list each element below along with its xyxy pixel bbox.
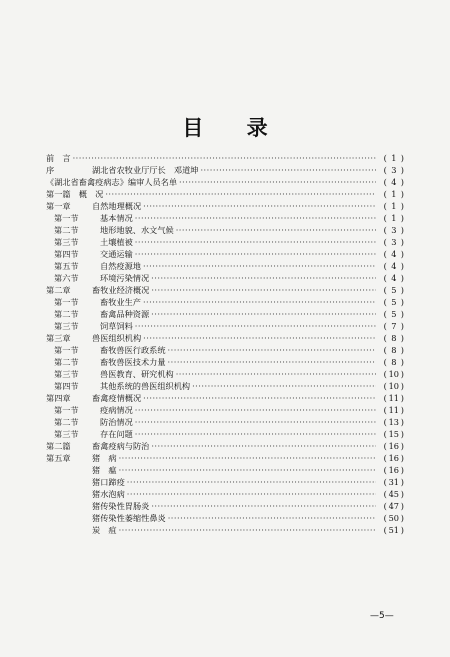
leader-dots [119, 452, 376, 464]
toc-page-ref: ( 8 ) [383, 357, 404, 367]
toc-entry [46, 356, 404, 368]
toc-entry [46, 380, 404, 392]
toc-page-ref: ( 1 ) [383, 189, 404, 199]
toc-page-ref: ( 16 ) [383, 441, 404, 451]
toc-page-ref: ( 11 ) [383, 393, 404, 403]
toc-entry [46, 260, 404, 272]
toc-entry [46, 152, 404, 164]
toc-section-label: 第四节 [54, 249, 79, 259]
leader-dots [73, 152, 376, 164]
toc-chapter-label: 序 [46, 165, 55, 175]
toc-page-number: 50 [388, 513, 399, 523]
toc-page-ref: ( 4 ) [383, 177, 404, 187]
leader-dots [135, 212, 376, 224]
leader-dots [135, 404, 376, 416]
toc-page-ref: ( 5 ) [383, 285, 404, 295]
toc-entry [46, 404, 404, 416]
toc-entry [46, 500, 404, 512]
toc-section-label: 第一节 [54, 213, 79, 223]
toc-entry-title: 畜牧业生产 [100, 297, 141, 307]
leader-dots [127, 488, 376, 500]
toc-page-ref: ( 8 ) [383, 333, 404, 343]
leader-dots [176, 368, 376, 380]
leader-dots [135, 416, 376, 428]
toc-entry-title: 兽医组织机构 [92, 333, 142, 343]
toc-entry-title: 自然疫源地 [100, 261, 141, 271]
page-title: 目 录 [182, 115, 286, 140]
toc-entry [46, 248, 404, 260]
leader-dots [168, 356, 376, 368]
toc-page-number: 11 [388, 405, 399, 415]
toc-entry-title: 猪 病 [92, 453, 117, 463]
leader-dots [143, 260, 376, 272]
toc-entry [46, 176, 404, 188]
toc-entry [46, 440, 404, 452]
toc-entry-title: 兽医教育、研究机构 [100, 369, 174, 379]
toc-section-label: 第一节 [54, 297, 79, 307]
toc-entry [46, 524, 404, 536]
toc-entry [46, 320, 404, 332]
toc-entry [46, 428, 404, 440]
leader-dots [143, 296, 376, 308]
toc-entry-title: 自然地理概况 [92, 201, 142, 211]
toc-entry [46, 188, 404, 200]
toc-entry [46, 308, 404, 320]
leader-dots [151, 500, 376, 512]
toc-entry [46, 332, 404, 344]
toc-page-ref: ( 31 ) [383, 477, 404, 487]
toc-entry [46, 452, 404, 464]
toc-entry [46, 296, 404, 308]
toc-entry [46, 212, 404, 224]
toc-entry-title: 交通运输 [100, 249, 133, 259]
toc-chapter-label: 第四章 [46, 393, 71, 403]
toc-page-number: 15 [388, 429, 399, 439]
toc-page-number: 3 [391, 165, 397, 175]
toc-entry-title: 《湖北省畜禽疫病志》编审人员名单 [46, 177, 178, 187]
toc-page-ref: ( 16 ) [383, 453, 404, 463]
toc-entry-title: 猪口蹄疫 [92, 477, 125, 487]
toc-page-number: 4 [391, 261, 397, 271]
toc-page-number: 3 [391, 237, 397, 247]
leader-dots [135, 248, 376, 260]
toc-section-label: 第一节 [54, 405, 79, 415]
toc-chapter-label: 第二篇 [46, 441, 71, 451]
toc-entry-title: 猪传染性萎缩性鼻炎 [92, 513, 166, 523]
toc-entry-title: 畜禽品种资源 [100, 309, 150, 319]
toc-entry [46, 200, 404, 212]
toc-entry [46, 284, 404, 296]
toc-page-ref: ( 3 ) [383, 225, 404, 235]
toc-entry-title: 防治情况 [100, 417, 133, 427]
toc-entry-title: 疫病情况 [100, 405, 133, 415]
toc-page-ref: ( 10 ) [383, 381, 404, 391]
toc-chapter-label: 第一章 [46, 201, 71, 211]
toc-page-number: 1 [391, 213, 397, 223]
toc-page-ref: ( 11 ) [383, 405, 404, 415]
toc-page-ref: ( 13 ) [383, 417, 404, 427]
toc-chapter-label: 第一篇 概 况 [46, 189, 104, 199]
toc-section-label: 第三节 [54, 429, 79, 439]
leader-dots [127, 476, 376, 488]
toc-section-label: 第五节 [54, 261, 79, 271]
toc-page-ref: ( 45 ) [383, 489, 404, 499]
toc-entry [46, 416, 404, 428]
leader-dots [179, 176, 376, 188]
toc-page-ref: ( 4 ) [383, 273, 404, 283]
leader-dots [105, 188, 376, 200]
toc-entry-title: 存在问题 [100, 429, 133, 439]
leader-dots [151, 440, 376, 452]
toc-entry-title: 饲草饲料 [100, 321, 133, 331]
toc-entry-title: 畜牧兽医行政系统 [100, 345, 166, 355]
toc-entry [46, 236, 404, 248]
toc-section-label: 第三节 [54, 369, 79, 379]
toc-entry-title: 畜牧兽医技术力量 [100, 357, 166, 367]
toc-entry-title: 畜牧业经济概况 [92, 285, 150, 295]
toc-entry [46, 476, 404, 488]
toc-page-ref: ( 8 ) [383, 345, 404, 355]
toc-page-number: 47 [388, 501, 399, 511]
toc-page-ref: ( 50 ) [383, 513, 404, 523]
toc-entry [46, 392, 404, 404]
toc-entry-title: 炭 疽 [92, 525, 117, 535]
toc-entry [46, 512, 404, 524]
toc-page-number: 5 [391, 297, 397, 307]
toc-entry [46, 344, 404, 356]
toc-entry-title: 环境污染情况 [100, 273, 150, 283]
toc-page-ref: ( 4 ) [383, 249, 404, 259]
toc-page-number: 1 [391, 153, 397, 163]
leader-dots [143, 332, 376, 344]
toc-entry-title: 猪水泡病 [92, 489, 125, 499]
toc-chapter-label: 第三章 [46, 333, 71, 343]
toc-entry [46, 272, 404, 284]
toc-page-number: 4 [391, 249, 397, 259]
toc-entry-title: 畜禽疫病与防治 [92, 441, 150, 451]
toc-section-label: 第三节 [54, 321, 79, 331]
leader-dots [135, 320, 376, 332]
leader-dots [192, 380, 376, 392]
toc-section-label: 第三节 [54, 237, 79, 247]
toc-entry [46, 224, 404, 236]
leader-dots [151, 272, 376, 284]
toc-page-number: 4 [391, 177, 397, 187]
toc-section-label: 第二节 [54, 225, 79, 235]
leader-dots [200, 164, 376, 176]
toc-page-number: 7 [391, 321, 397, 331]
table-of-contents [46, 152, 404, 536]
leader-dots [119, 464, 376, 476]
toc-page-ref: ( 10 ) [383, 369, 404, 379]
toc-page-ref: ( 5 ) [383, 309, 404, 319]
toc-page-ref: ( 1 ) [383, 201, 404, 211]
toc-page-ref: ( 47 ) [383, 501, 404, 511]
toc-entry [46, 164, 404, 176]
leader-dots [151, 308, 376, 320]
toc-page-number: 1 [391, 201, 397, 211]
toc-chapter-label: 第二章 [46, 285, 71, 295]
toc-section-label: 第四节 [54, 381, 79, 391]
toc-page-ref: ( 1 ) [383, 213, 404, 223]
toc-page-ref: ( 4 ) [383, 261, 404, 271]
leader-dots [176, 224, 376, 236]
toc-section-label: 第六节 [54, 273, 79, 283]
toc-page-number: 8 [391, 357, 397, 367]
page-number: —5— [370, 611, 394, 621]
toc-page-number: 31 [388, 477, 399, 487]
toc-page-number: 1 [391, 189, 397, 199]
toc-page-number: 5 [391, 309, 397, 319]
toc-page-number: 10 [388, 369, 399, 379]
leader-dots [151, 284, 376, 296]
toc-section-label: 第二节 [54, 357, 79, 367]
leader-dots [143, 200, 376, 212]
toc-page-number: 16 [388, 453, 399, 463]
leader-dots [119, 524, 376, 536]
toc-entry-title: 湖北省农牧业厅厅长 邓道坤 [92, 165, 199, 175]
toc-page-ref: ( 3 ) [383, 165, 404, 175]
toc-page-number: 11 [388, 393, 399, 403]
leader-dots [168, 344, 376, 356]
toc-section-label: 第二节 [54, 417, 79, 427]
toc-entry-title: 土壤植被 [100, 237, 133, 247]
leader-dots [135, 428, 376, 440]
toc-page-ref: ( 5 ) [383, 297, 404, 307]
toc-page-ref: ( 3 ) [383, 237, 404, 247]
toc-page-number: 8 [391, 333, 397, 343]
leader-dots [135, 236, 376, 248]
toc-page-number: 10 [388, 381, 399, 391]
toc-page-number: 5 [391, 285, 397, 295]
toc-page-ref: ( 51 ) [383, 525, 404, 535]
leader-dots [168, 512, 376, 524]
toc-page-number: 3 [391, 225, 397, 235]
toc-page-number: 8 [391, 345, 397, 355]
toc-page-ref: ( 16 ) [383, 465, 404, 475]
toc-entry-title: 猪 瘟 [92, 465, 117, 475]
toc-page-number: 16 [388, 441, 399, 451]
toc-section-label: 第一节 [54, 345, 79, 355]
toc-page-number: 16 [388, 465, 399, 475]
toc-page-ref: ( 1 ) [383, 153, 404, 163]
toc-entry-title: 畜禽疫情概况 [92, 393, 142, 403]
toc-page-number: 4 [391, 273, 397, 283]
toc-entry-title: 猪传染性胃肠炎 [92, 501, 150, 511]
toc-page-ref: ( 15 ) [383, 429, 404, 439]
toc-entry-title: 地形地貌、水文气候 [100, 225, 174, 235]
toc-entry-title: 其他系统的兽医组织机构 [100, 381, 191, 391]
toc-entry [46, 464, 404, 476]
leader-dots [143, 392, 376, 404]
toc-page-number: 45 [388, 489, 399, 499]
toc-section-label: 第二节 [54, 309, 79, 319]
toc-page-ref: ( 7 ) [383, 321, 404, 331]
toc-entry [46, 368, 404, 380]
toc-page-number: 51 [388, 525, 399, 535]
toc-page-number: 13 [388, 417, 399, 427]
toc-entry [46, 488, 404, 500]
toc-entry-title: 基本情况 [100, 213, 133, 223]
toc-chapter-label: 第五章 [46, 453, 71, 463]
toc-chapter-label: 前 言 [46, 153, 71, 163]
